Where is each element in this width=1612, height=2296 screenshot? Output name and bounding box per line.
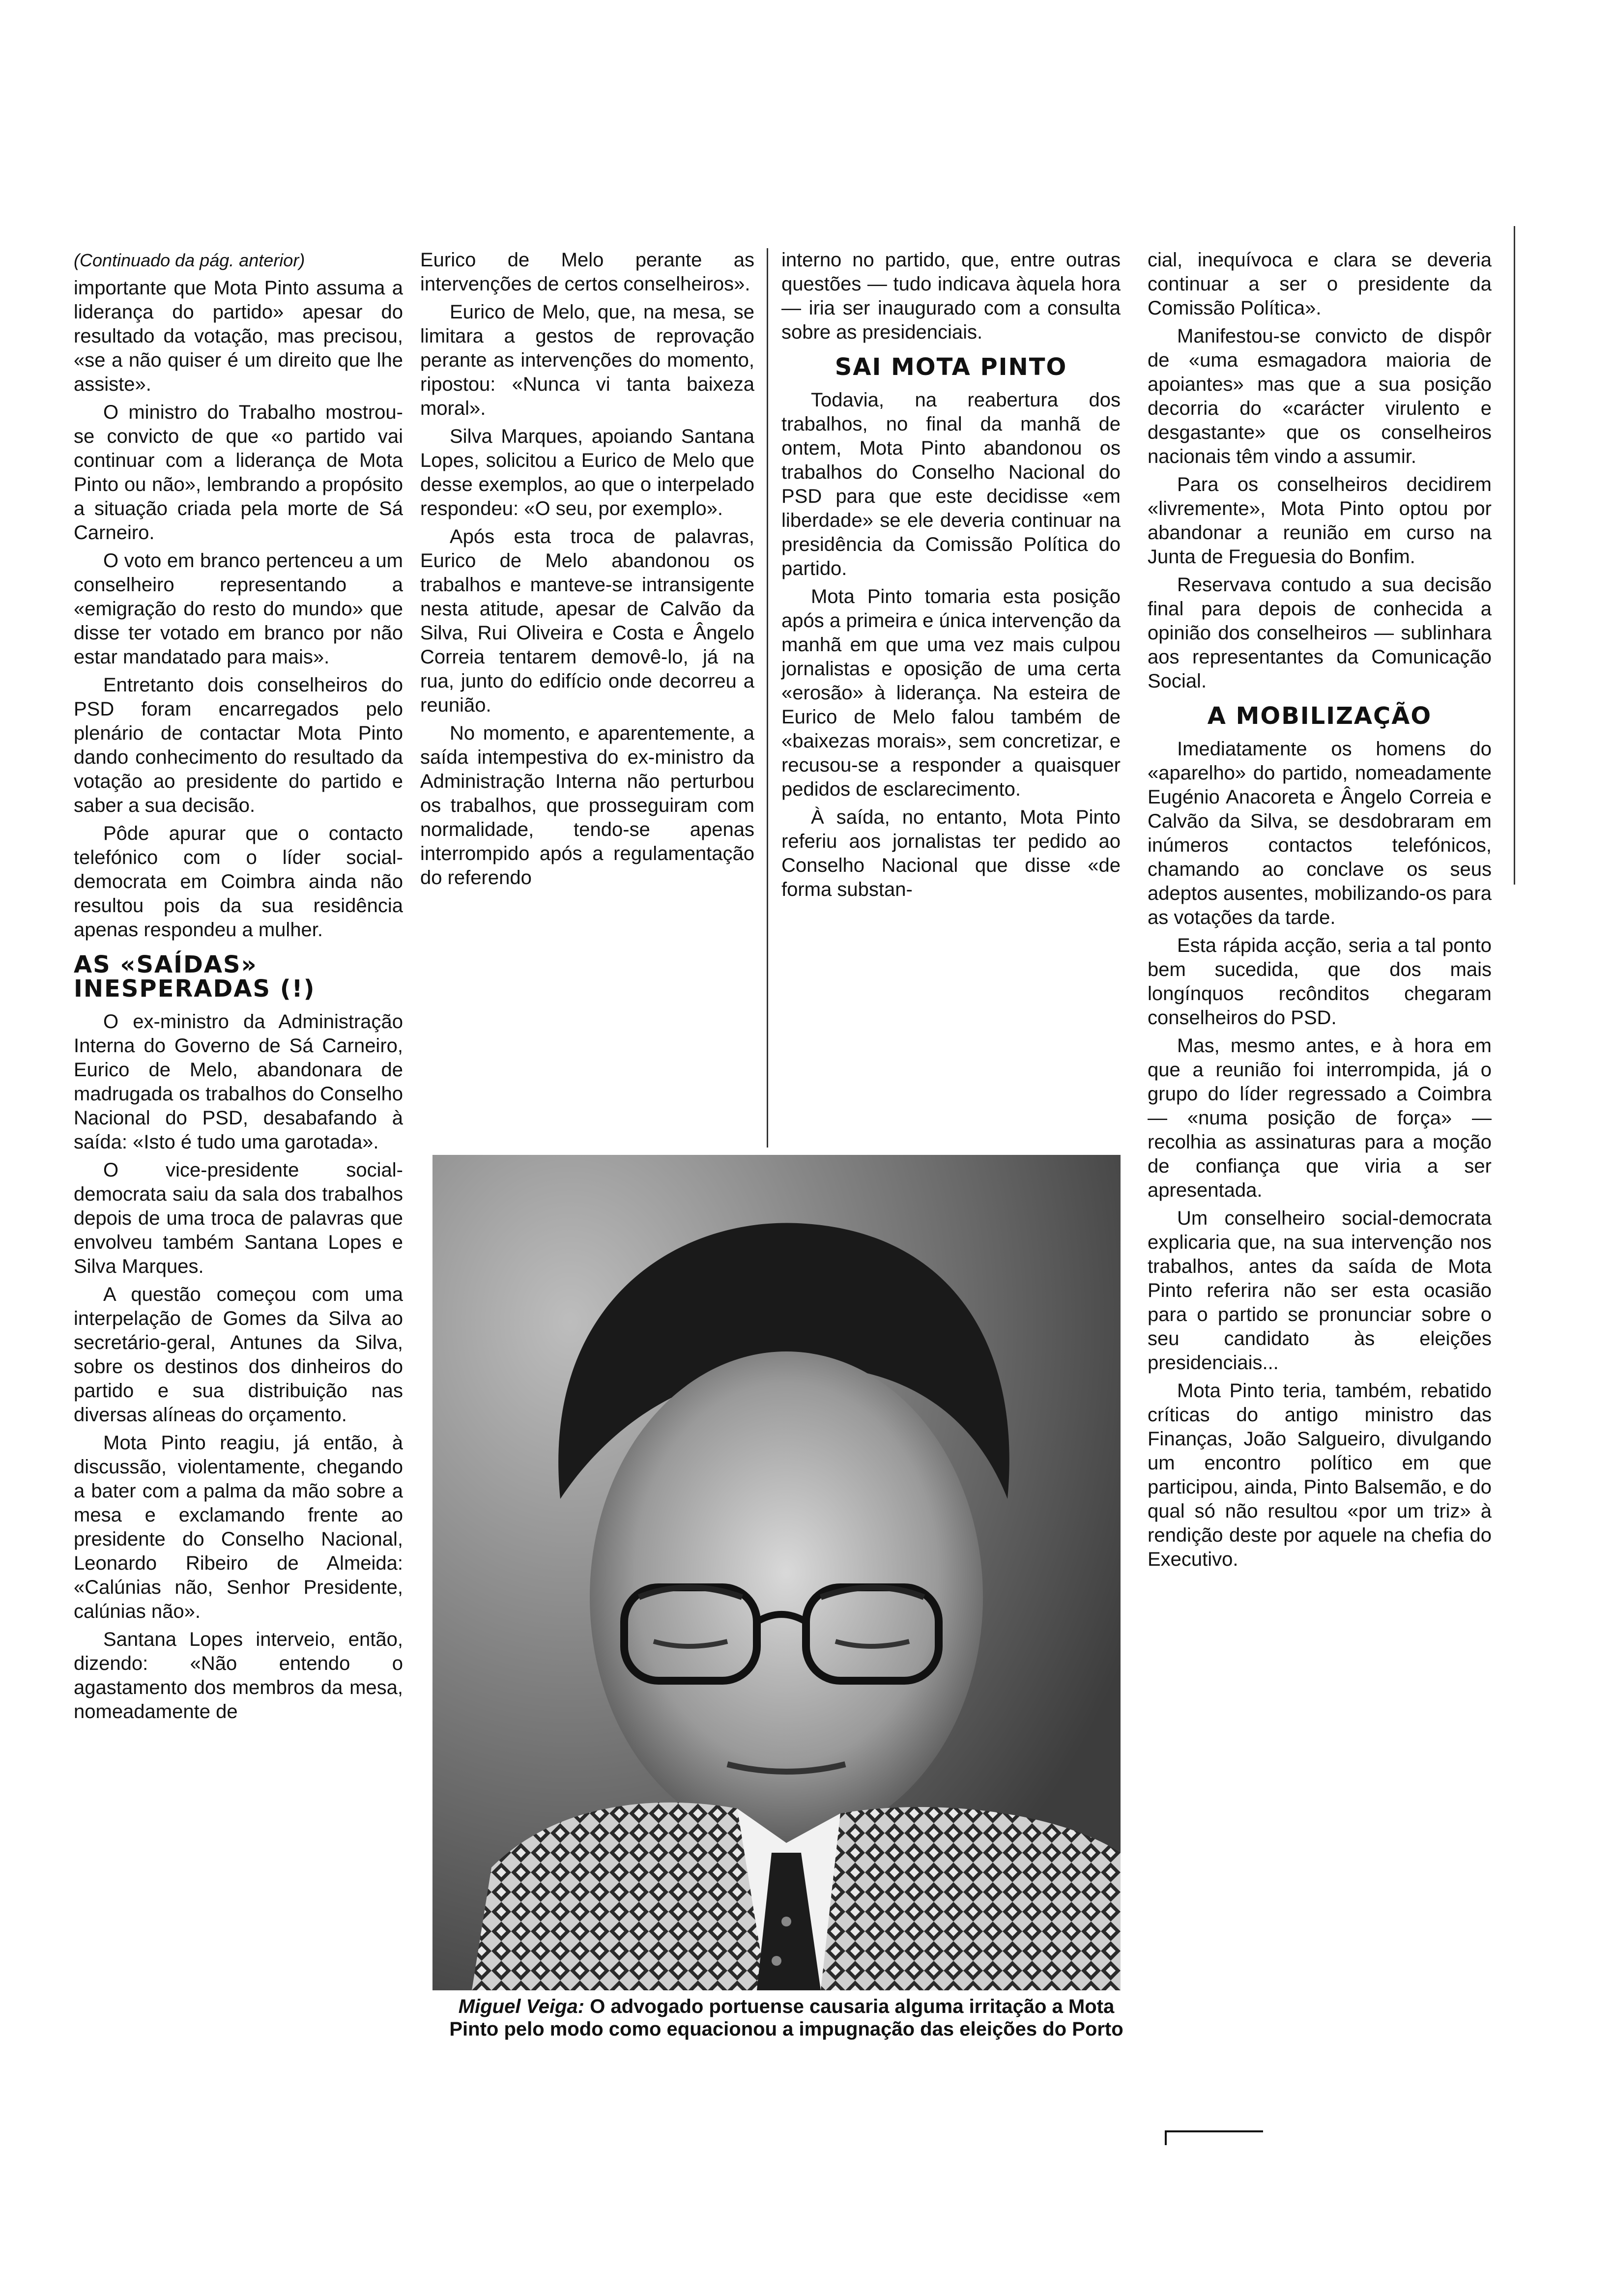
paragraph: Mota Pinto reagiu, já então, à discussão, violentamente, chegando a bater com a palma da mão sobre a mesa e exclamando frente ao presidente do Conselho Nacional, Leonardo Ribeiro de Almeida: «Calúnias não, Senhor Presidente, calúnias não». bbox=[74, 1432, 403, 1622]
subheading: SAI MOTA PINTO bbox=[835, 353, 1067, 381]
paragraph: importante que Mota Pinto assuma a liderança do partido» apesar do resultado da votação, mas precisou, «se a não quiser é um direito que lhe assiste». bbox=[74, 277, 403, 395]
photo-caption bbox=[442, 1995, 1130, 2040]
paragraph: Todavia, na reabertura dos trabalhos, no final da manhã de ontem, Mota Pinto abandonou os trabalhos do Conselho Nacional do PSD para que este decidisse «em liberdade» se ele deveria continuar na presidência da Comissão Política do partido. bbox=[781, 389, 1121, 579]
paragraph: A questão começou com uma interpelação de Gomes da Silva ao secretário-geral, Antunes da Silva, sobre os destinos dos dinheiros do partido e sua distribuição nas diversas alíneas do orçamento. bbox=[74, 1284, 403, 1426]
paragraph: Entretanto dois conselheiros do PSD foram encarregados pelo plenário de contactar Mota Pinto dando conhecimento do resultado da votação ao presidente do partido e saber a sua decisão. bbox=[74, 674, 403, 816]
paragraph: No momento, e aparentemente, a saída intempestiva do ex-ministro da Administração Interna não perturbou os trabalhos, que prosseguiram com normalidade, tendo-se apenas interrompido após a regulamentação do referendo bbox=[420, 722, 754, 889]
paragraph: Pôde apurar que o contacto telefónico com o líder social-democrata em Coimbra ainda não resultou pois da sua residência apenas respondeu a mulher. bbox=[74, 823, 403, 941]
paragraph: Um conselheiro social-democrata explicaria que, na sua intervenção nos trabalhos, antes da saída de Mota Pinto referira não ser esta ocasião para o partido se pronunciar sobre o seu candidato às eleições presidenciais... bbox=[1148, 1207, 1492, 1374]
continued-note: (Continuado da pág. anterior) bbox=[74, 250, 305, 270]
subheading: AS «SAÍDAS» INESPERADAS (!) bbox=[74, 951, 316, 1003]
column-1 bbox=[74, 248, 403, 1728]
end-mark bbox=[1165, 2130, 1263, 2132]
paragraph: Mas, mesmo antes, e à hora em que a reunião foi interrompida, já o grupo do líder regressado a Coimbra — «numa posição de força» — recolhia as assinaturas para a moção de confiança que viria a ser apresentada. bbox=[1148, 1035, 1492, 1201]
column-4 bbox=[1148, 248, 1492, 1576]
column-3 bbox=[781, 248, 1121, 906]
portrait-photo bbox=[432, 1155, 1121, 1990]
column-2 bbox=[420, 248, 754, 894]
paragraph: Silva Marques, apoiando Santana Lopes, solicitou a Eurico de Melo que desse exemplos, ao que o interpelado respondeu: «O seu, por exemplo». bbox=[420, 426, 754, 519]
paragraph: Eurico de Melo, que, na mesa, se limitara a gestos de reprovação perante as intervenções do momento, ripostou: «Nunca vi tanta baixeza moral». bbox=[420, 301, 754, 419]
paragraph: Para os conselheiros decidirem «livremente», Mota Pinto optou por abandonar a reunião em curso na Junta de Freguesia do Bonfim. bbox=[1148, 474, 1492, 568]
paragraph: À saída, no entanto, Mota Pinto referiu aos jornalistas ter pedido ao Conselho Nacional que disse «de forma substan- bbox=[781, 806, 1121, 900]
paragraph: Após esta troca de palavras, Eurico de Melo abandonou os trabalhos e manteve-se intransigente nesta atitude, apesar de Calvão da Silva, Rui Oliveira e Costa e Ângelo Correia tentarem demovê-lo, já na rua, junto do edifício onde decorreu a reunião. bbox=[420, 526, 754, 716]
paragraph: O ex-ministro da Administração Interna do Governo de Sá Carneiro, Eurico de Melo, abandonara de madrugada os trabalhos do Conselho Nacional do PSD, desabafando à saída: «Isto é tudo uma garotada». bbox=[74, 1011, 403, 1153]
caption-text: O advogado portuense causaria alguma irritação a Mota Pinto pelo modo como equacionou a impugnação das eleições do Porto bbox=[449, 1996, 1123, 2040]
paragraph: O ministro do Trabalho mostrou-se convicto de que «o partido vai continuar com a liderança de Mota Pinto ou não», lembrando a propósito a situação criada pela morte de Sá Carneiro. bbox=[74, 402, 403, 544]
paragraph: O voto em branco pertenceu a um conselheiro representando a «emigração do resto do mundo» que disse ter votado em branco por não estar mandatado para mais». bbox=[74, 550, 403, 668]
paragraph: Mota Pinto tomaria esta posição após a primeira e única intervenção da manhã em que uma vez mais culpou jornalistas e oposição de uma certa «erosão» à liderança. Na esteira de Eurico de Melo falou também de «baixezas morais», sem concretizar, e recusou-se a responder a quaisquer pedidos de esclarecimento. bbox=[781, 586, 1121, 800]
paragraph: Eurico de Melo perante as intervenções de certos conselheiros». bbox=[420, 249, 754, 295]
paragraph: Santana Lopes interveio, então, dizendo: «Não entendo o agastamento dos membros da mesa, nomeadamente de bbox=[74, 1629, 403, 1722]
paragraph: Mota Pinto teria, também, rebatido críticas do antigo ministro das Finanças, João Salgueiro, divulgando um encontro político em que participou, ainda, Pinto Balsemão, e do qual só não resultou «por um triz» à rendição deste por aquele na chefia do Executivo. bbox=[1148, 1380, 1492, 1570]
portrait-image bbox=[432, 1155, 1121, 1990]
paragraph: Reservava contudo a sua decisão final para depois de conhecida a opinião dos conselheiros — sublinhara aos representantes da Comunicação Social. bbox=[1148, 574, 1492, 692]
paragraph: O vice-presidente social-democrata saiu da sala dos trabalhos depois de uma troca de palavras que envolveu também Santana Lopes e Silva Marques. bbox=[74, 1159, 403, 1277]
paragraph: Manifestou-se convicto de dispôr de «uma esmagadora maioria de apoiantes» mas que a sua posição decorria do «carácter virulento e desgastante» que os conselheiros nacionais têm vindo a assumir. bbox=[1148, 325, 1492, 467]
end-mark-tick bbox=[1165, 2130, 1167, 2145]
paragraph: interno no partido, que, entre outras questões — tudo indicava àquela hora — iria ser inaugurado com a consulta sobre as presidenciais. bbox=[781, 249, 1121, 343]
column-rule bbox=[767, 248, 768, 1148]
paragraph: Esta rápida acção, seria a tal ponto bem sucedida, que dos mais longínquos recônditos chegaram conselheiros do PSD. bbox=[1148, 935, 1492, 1029]
paragraph: Imediatamente os homens do «aparelho» do partido, nomeadamente Eugénio Anacoreta e Ângelo Correia e Calvão da Silva, se desdobraram em inúmeros contactos telefónicos, chamando ao conclave os seus adeptos ausentes, mobilizando-os para as votações da tarde. bbox=[1148, 738, 1492, 928]
column-rule bbox=[1514, 226, 1515, 885]
paragraph: cial, inequívoca e clara se deveria continuar a ser o presidente da Comissão Política». bbox=[1148, 249, 1492, 319]
subheading: A MOBILIZAÇÃO bbox=[1207, 702, 1432, 730]
caption-name: Miguel Veiga: bbox=[458, 1996, 585, 2017]
